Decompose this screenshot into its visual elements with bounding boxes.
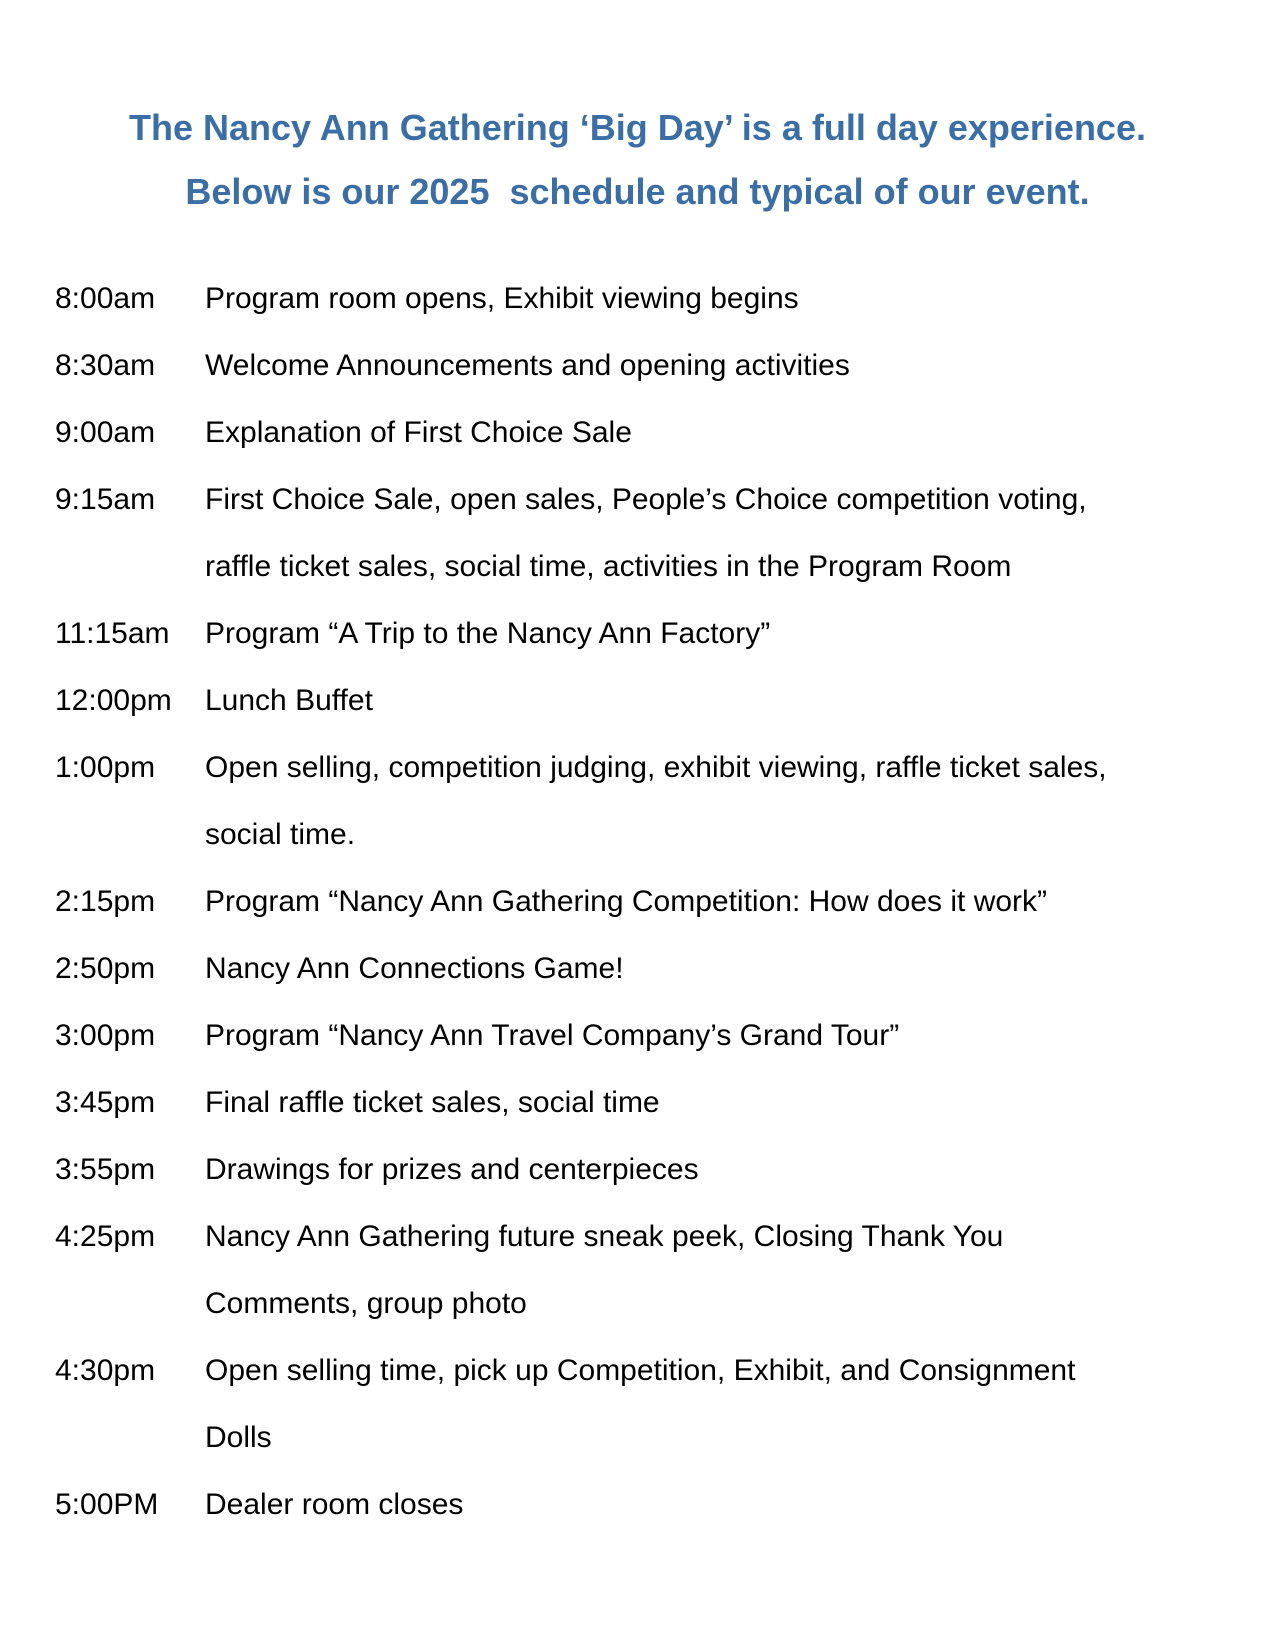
schedule-row <box>55 734 1235 868</box>
schedule-time: 8:30am <box>55 349 156 382</box>
schedule-time: 9:15am <box>55 483 156 516</box>
schedule-description: Explanation of First Choice Sale <box>205 416 632 449</box>
schedule-row <box>55 1471 1235 1538</box>
schedule-description: Program “A Trip to the Nancy Ann Factory” <box>205 617 771 650</box>
schedule-row <box>55 1136 1235 1203</box>
schedule-description: Nancy Ann Connections Game! <box>205 952 624 985</box>
schedule-row <box>55 1337 1235 1471</box>
schedule-description: Final raffle ticket sales, social time <box>205 1086 660 1119</box>
schedule-description: Lunch Buffet <box>205 684 373 717</box>
schedule-description: Welcome Announcements and opening activities <box>205 349 850 382</box>
schedule-row <box>55 1069 1235 1136</box>
schedule-row <box>55 1002 1235 1069</box>
schedule-description: Open selling, competition judging, exhibit viewing, raffle ticket sales, social time. <box>205 751 1107 851</box>
schedule-row <box>55 399 1235 466</box>
schedule-description: Open selling time, pick up Competition, Exhibit, and Consignment Dolls <box>205 1354 1076 1454</box>
schedule-time: 5:00PM <box>55 1488 159 1521</box>
schedule-row <box>55 935 1235 1002</box>
schedule-row <box>55 466 1235 600</box>
schedule-time: 3:45pm <box>55 1086 156 1119</box>
schedule-time: 4:25pm <box>55 1220 156 1253</box>
schedule-row <box>55 868 1235 935</box>
schedule-time: 11:15am <box>55 617 170 650</box>
schedule-description: Program “Nancy Ann Gathering Competition: How does it work” <box>205 885 1048 918</box>
schedule-row <box>55 600 1235 667</box>
schedule-time: 1:00pm <box>55 751 156 784</box>
schedule-row <box>55 265 1235 332</box>
schedule-description: Nancy Ann Gathering future sneak peek, Closing Thank You Comments, group photo <box>205 1220 1004 1320</box>
schedule-description: Drawings for prizes and centerpieces <box>205 1153 699 1186</box>
schedule-row <box>55 332 1235 399</box>
schedule-description: Program “Nancy Ann Travel Company’s Grand Tour” <box>205 1019 900 1052</box>
schedule-time: 8:00am <box>55 282 156 315</box>
schedule-time: 4:30pm <box>55 1354 156 1387</box>
heading-line-2: Below is our 2025 schedule and typical of our event. <box>185 171 1090 212</box>
heading-line-1: The Nancy Ann Gathering ‘Big Day’ is a full day experience. <box>129 107 1146 148</box>
schedule-description: First Choice Sale, open sales, People’s Choice competition voting, raffle ticket sales, social time, activities in the Program Room <box>205 483 1087 583</box>
schedule-time: 9:00am <box>55 416 156 449</box>
schedule-row <box>55 1203 1235 1337</box>
schedule-description: Dealer room closes <box>205 1488 464 1521</box>
schedule-time: 3:55pm <box>55 1153 156 1186</box>
schedule-row <box>55 667 1235 734</box>
schedule-list <box>55 265 1235 1538</box>
schedule-description: Program room opens, Exhibit viewing begins <box>205 282 799 315</box>
schedule-time: 2:15pm <box>55 885 156 918</box>
page-heading <box>0 96 1275 224</box>
schedule-time: 2:50pm <box>55 952 156 985</box>
schedule-time: 3:00pm <box>55 1019 156 1052</box>
schedule-time: 12:00pm <box>55 684 172 717</box>
